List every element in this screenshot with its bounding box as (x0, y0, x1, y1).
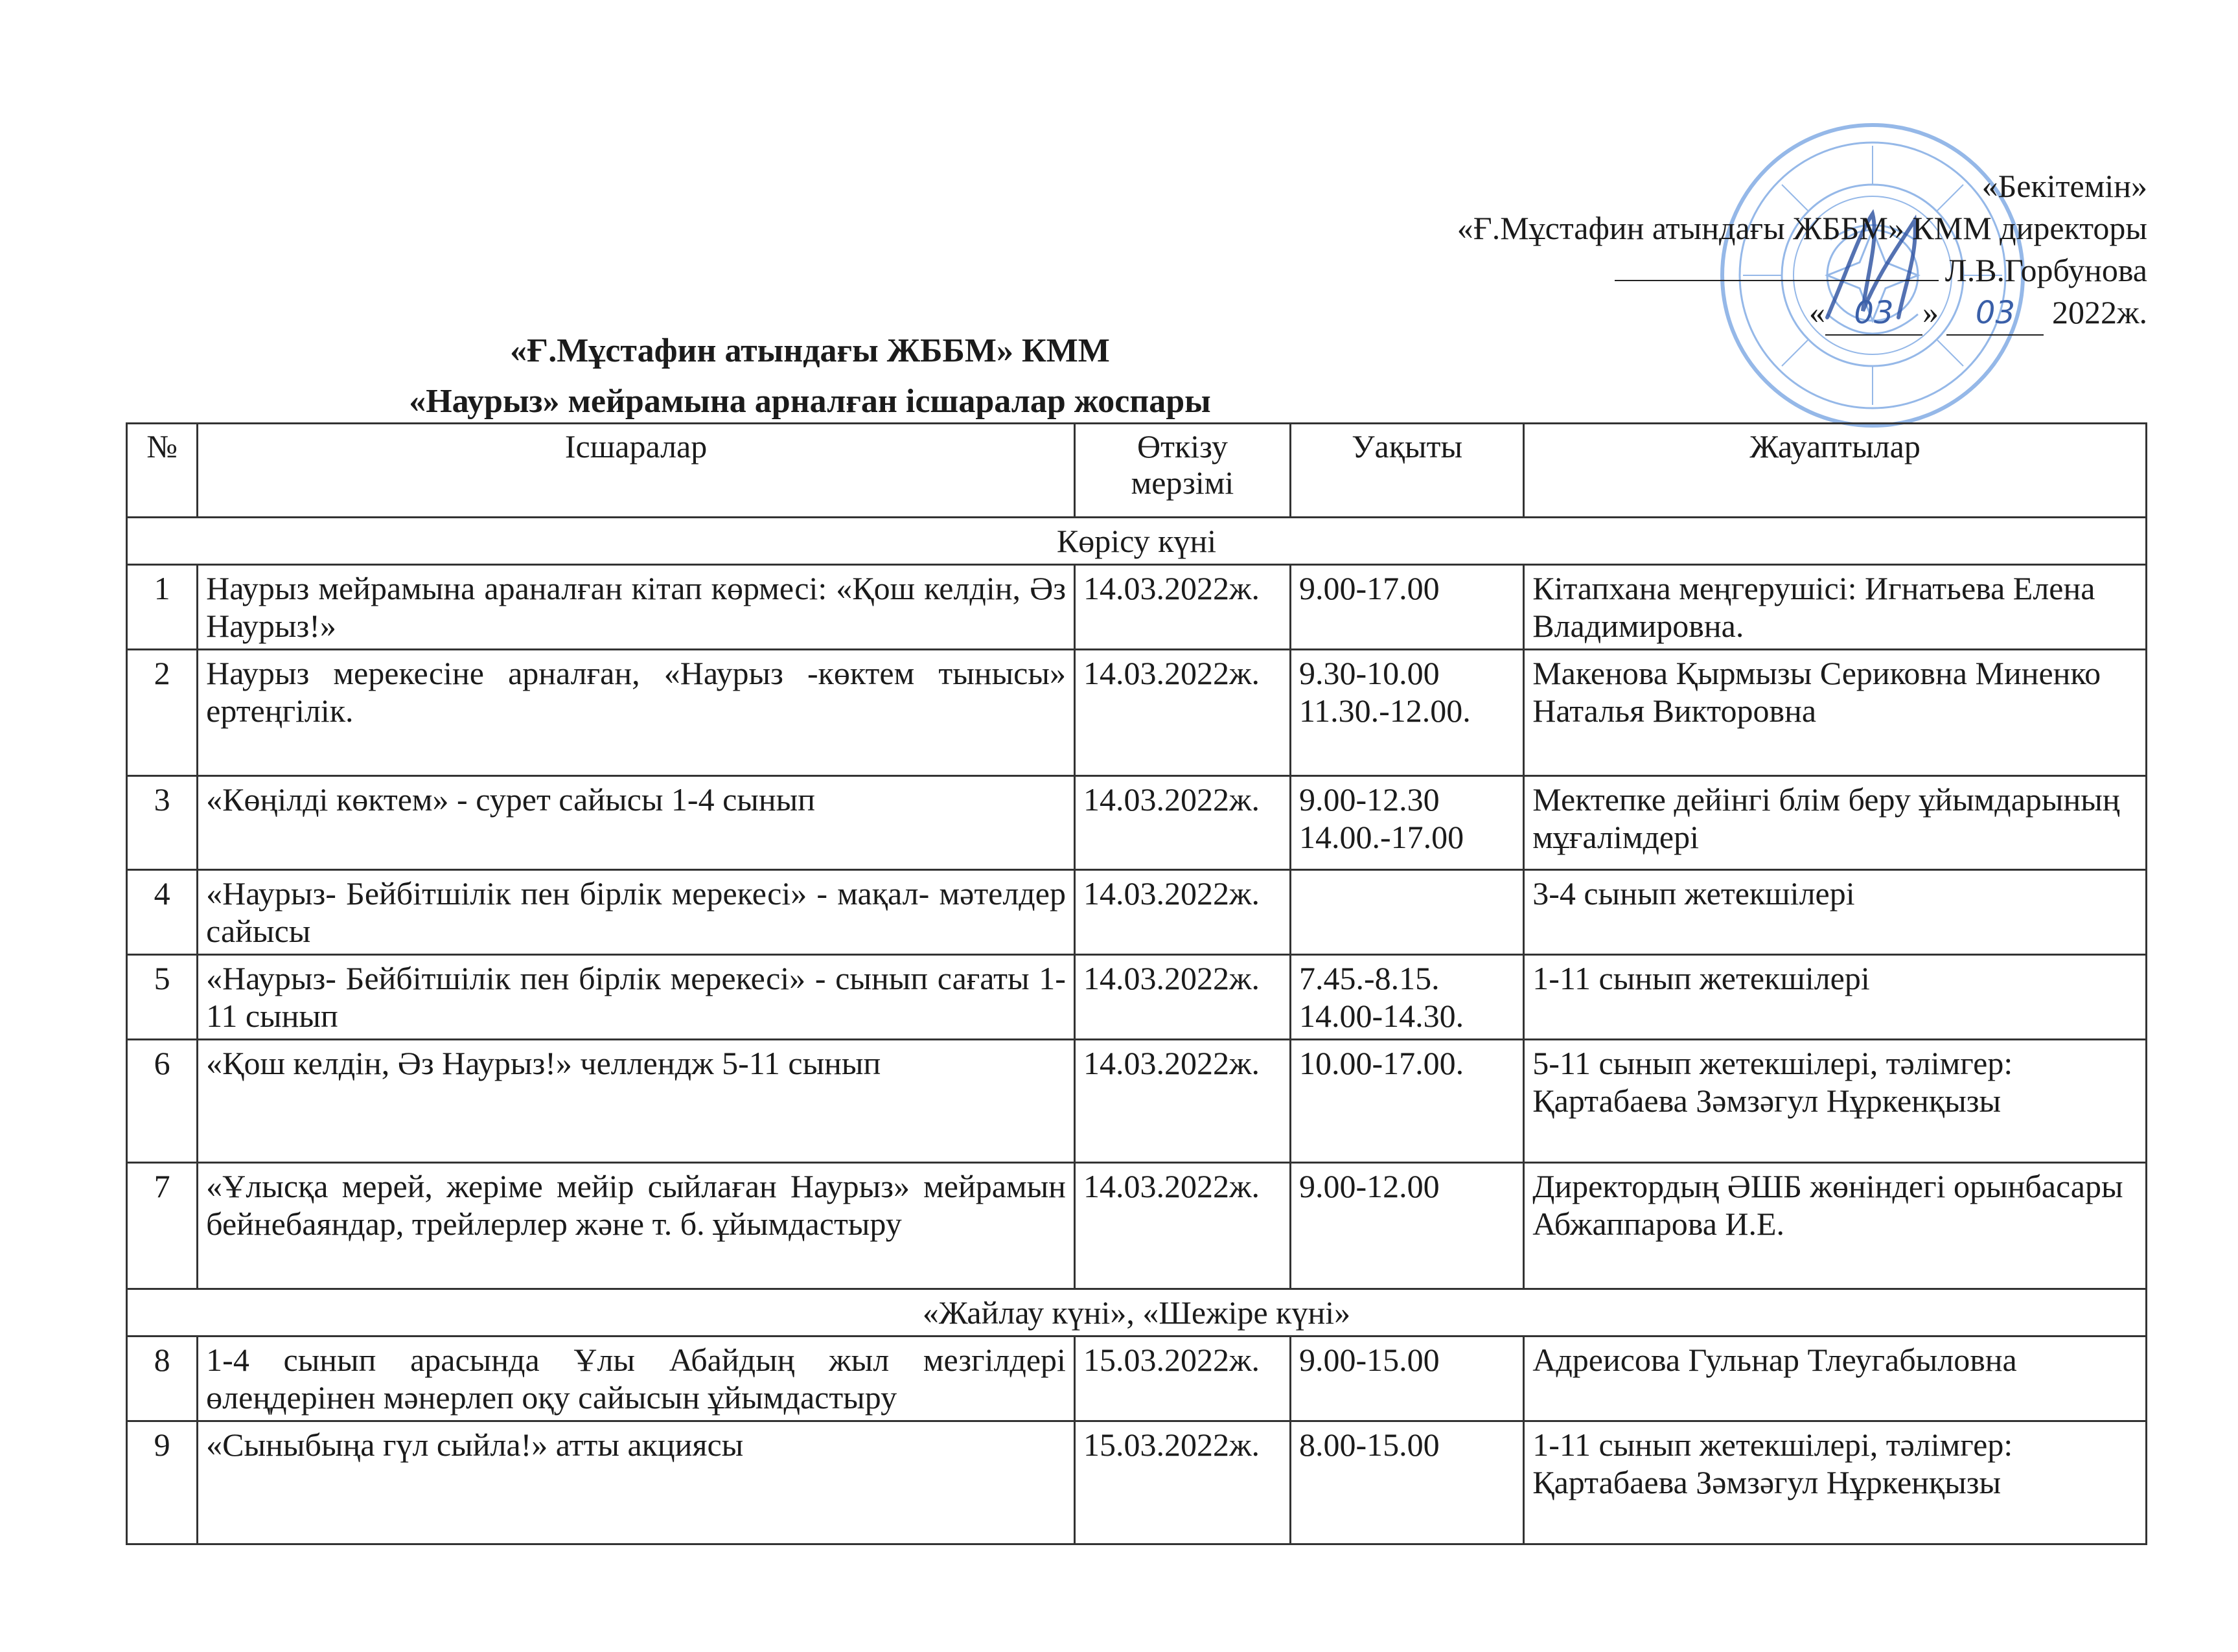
document-title-plan: «Наурыз» мейрамына арналған ісшаралар жоспары (409, 383, 1211, 420)
row-event: «Наурыз- Бейбітшілік пен бірлік мерекесі» - мақал- мәтелдер сайысы (198, 870, 1075, 955)
table-row (127, 776, 2147, 870)
document-title-organization: «Ғ.Мұстафин атындағы ЖББМ» КММ (510, 332, 1110, 369)
row-date: 14.03.2022ж. (1074, 776, 1290, 870)
director-name: Л.В.Горбунова (1944, 252, 2147, 288)
row-date: 15.03.2022ж. (1074, 1337, 1290, 1421)
events-plan-table (126, 422, 2147, 1545)
row-number: 1 (127, 565, 198, 650)
row-date: 14.03.2022ж. (1074, 955, 1290, 1040)
section-title: «Жайлау күні», «Шежіре күні» (127, 1289, 2147, 1337)
row-event: Наурыз мейрамына араналған кітап көрмесі: «Қош келдін, Әз Наурыз!» (198, 565, 1075, 650)
row-date: 14.03.2022ж. (1074, 650, 1290, 776)
header-events: Ісшаралар (198, 424, 1075, 518)
row-time: 9.00-17.00 (1290, 565, 1523, 650)
approval-date (1457, 292, 2147, 336)
row-number: 2 (127, 650, 198, 776)
row-responsible: Мектепке дейінгі блім беру ұйымдарының мұғалімдері (1524, 776, 2147, 870)
row-time: 9.00-12.00 (1290, 1163, 1523, 1289)
approval-signature-line (1457, 249, 2147, 292)
table-row (127, 870, 2147, 955)
row-time: 9.00-15.00 (1290, 1337, 1523, 1421)
table-row (127, 1040, 2147, 1163)
table-row (127, 1421, 2147, 1544)
row-date: 14.03.2022ж. (1074, 1040, 1290, 1163)
date-year: 2022ж. (2051, 294, 2147, 330)
table-row (127, 955, 2147, 1040)
row-event: Наурыз мерекесіне арналған, «Наурыз -көктем тынысы» ертеңгілік. (198, 650, 1075, 776)
header-date: Өткізу мерзімі (1074, 424, 1290, 518)
row-time: 8.00-15.00 (1290, 1421, 1523, 1544)
row-event: «Наурыз- Бейбітшілік пен бірлік мерекесі» - сынып сағаты 1-11 сынып (198, 955, 1075, 1040)
row-number: 9 (127, 1421, 198, 1544)
row-date: 14.03.2022ж. (1074, 1163, 1290, 1289)
row-responsible: 1-11 сынып жетекшілері (1524, 955, 2147, 1040)
approval-block (1457, 165, 2147, 336)
row-number: 4 (127, 870, 198, 955)
section-row (127, 1289, 2147, 1337)
row-event: «Көңілді көктем» - сурет сайысы 1-4 сынып (198, 776, 1075, 870)
row-time: 9.00-12.30 14.00.-17.00 (1290, 776, 1523, 870)
row-responsible: Макенова Қырмызы Сериковна Миненко Наталья Викторовна (1524, 650, 2147, 776)
date-month: 03 (1946, 292, 2044, 336)
row-responsible: 3-4 сынып жетекшілері (1524, 870, 2147, 955)
row-time: 7.45.-8.15. 14.00-14.30. (1290, 955, 1523, 1040)
row-date: 14.03.2022ж. (1074, 870, 1290, 955)
section-title: Көрісу күні (127, 518, 2147, 565)
row-number: 3 (127, 776, 198, 870)
table-row (127, 650, 2147, 776)
table-row (127, 1337, 2147, 1421)
row-responsible: 5-11 сынып жетекшілері, тәлімгер: Қартабаева Зәмзәгул Нұркенқызы (1524, 1040, 2147, 1163)
row-responsible: Директордың ӘШБ жөніндегі орынбасары Абжаппарова И.Е. (1524, 1163, 2147, 1289)
row-number: 5 (127, 955, 198, 1040)
section-row (127, 518, 2147, 565)
row-date: 14.03.2022ж. (1074, 565, 1290, 650)
table-header-row (127, 424, 2147, 518)
row-time: 9.30-10.00 11.30.-12.00. (1290, 650, 1523, 776)
header-number: № (127, 424, 198, 518)
table-row (127, 1163, 2147, 1289)
header-responsible: Жауаптылар (1524, 424, 2147, 518)
approval-position: «Ғ.Мұстафин атындағы ЖББМ» КММ директоры (1457, 210, 2147, 246)
row-event: 1-4 сынып арасында Ұлы Абайдың жыл мезгілдері өлеңдерінен мәнерлеп оқу сайысын ұйымдастыру (198, 1337, 1075, 1421)
approval-heading: «Бекітемін» (1981, 168, 2147, 204)
row-time: 10.00-17.00. (1290, 1040, 1523, 1163)
row-time (1290, 870, 1523, 955)
row-number: 8 (127, 1337, 198, 1421)
date-close-quote: » (1922, 294, 1939, 330)
row-event: «Қош келдін, Әз Наурыз!» челлендж 5-11 сынып (198, 1040, 1075, 1163)
row-responsible: Адреисова Гульнар Тлеугабыловна (1524, 1337, 2147, 1421)
table-row (127, 565, 2147, 650)
date-day: 03 (1825, 292, 1922, 336)
row-date: 15.03.2022ж. (1074, 1421, 1290, 1544)
date-open-quote: « (1808, 294, 1825, 330)
row-number: 7 (127, 1163, 198, 1289)
row-responsible: 1-11 сынып жетекшілері, тәлімгер: Қартабаева Зәмзәгул Нұркенқызы (1524, 1421, 2147, 1544)
signature-blank (1615, 254, 1939, 281)
row-event: «Ұлысқа мерей, жеріме мейір сыйлаған Наурыз» мейрамын бейнебаяндар, трейлерлер және т. б. ұйымдастыру (198, 1163, 1075, 1289)
row-number: 6 (127, 1040, 198, 1163)
row-responsible: Кітапхана меңгерушісі: Игнатьева Елена Владимировна. (1524, 565, 2147, 650)
header-time: Уақыты (1290, 424, 1523, 518)
row-event: «Сыныбыңа гүл сыйла!» атты акциясы (198, 1421, 1075, 1544)
